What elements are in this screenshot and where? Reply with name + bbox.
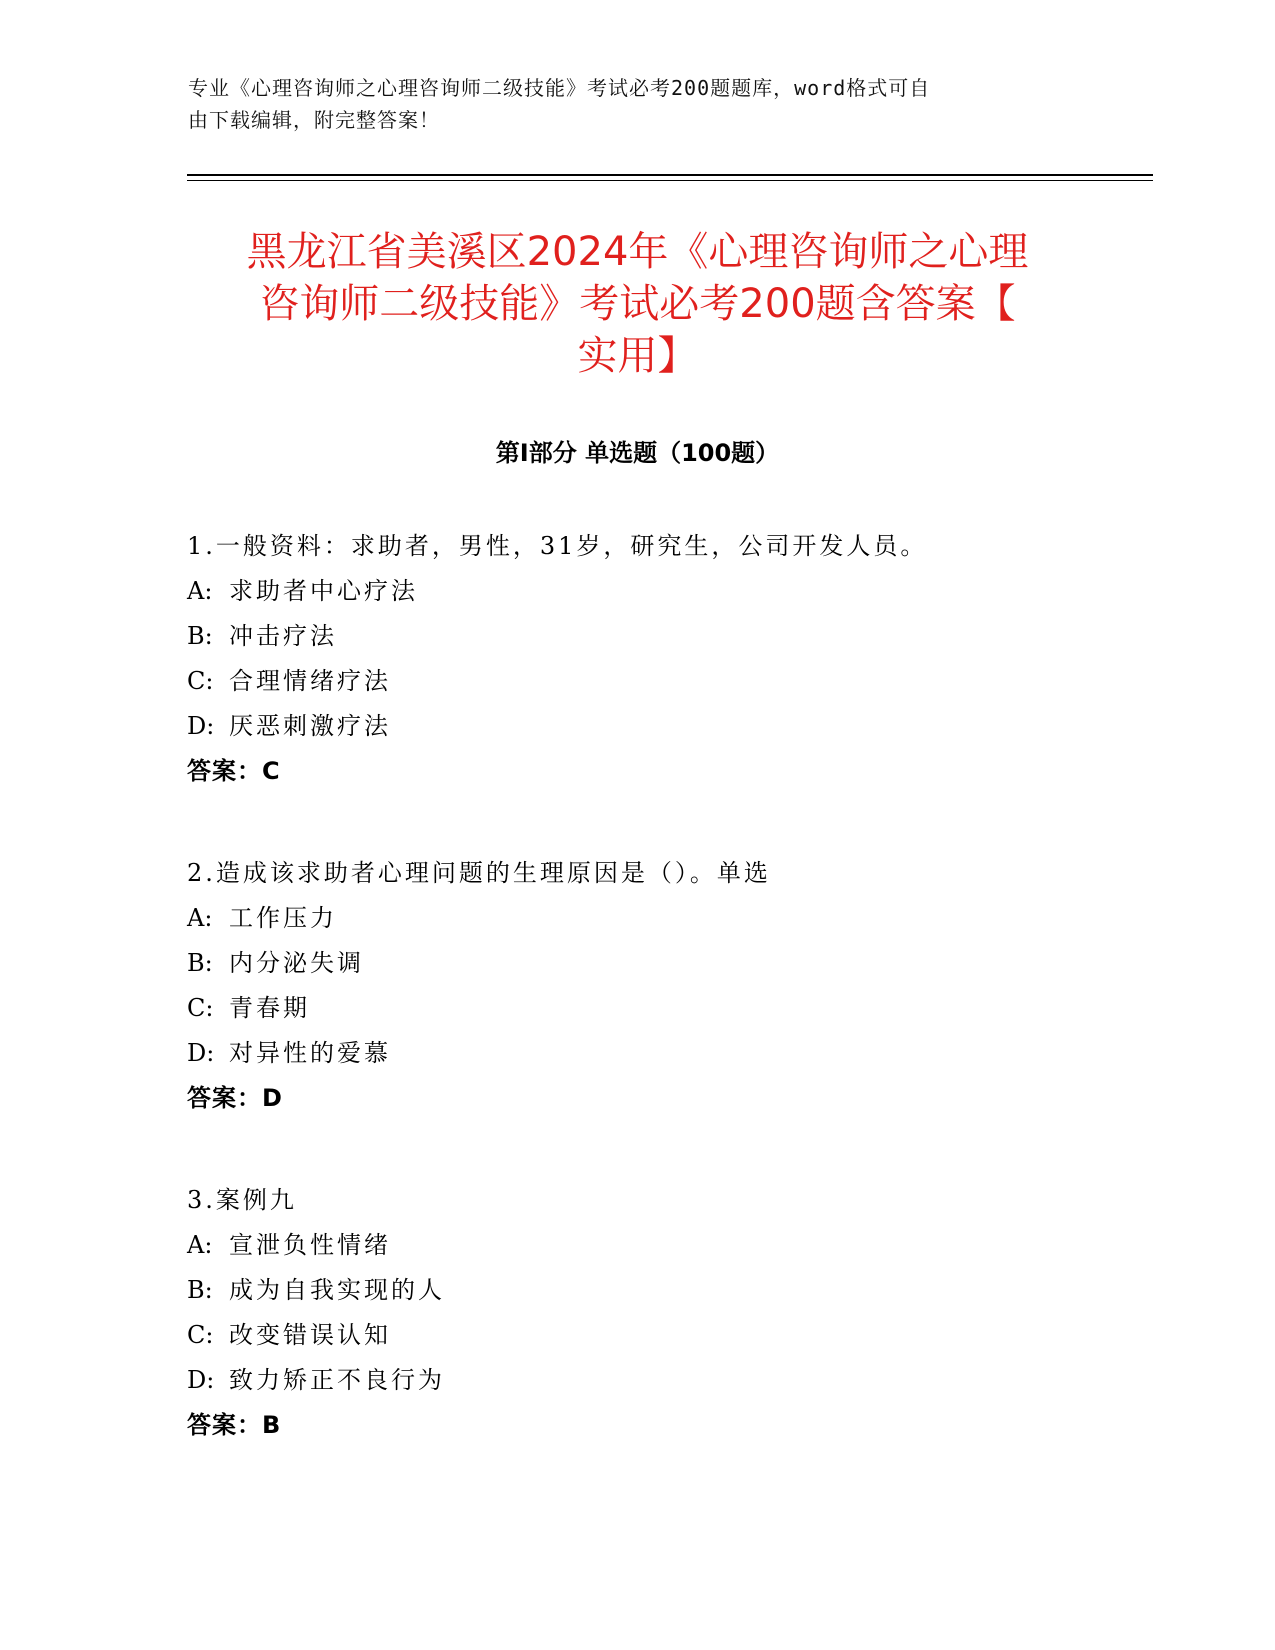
option-b [187, 947, 1137, 979]
header-note-line-2: 由下载编辑，附完整答案！ [188, 108, 440, 132]
question-stem: 3.案例九 [187, 1186, 297, 1214]
option-letter: B: [187, 1276, 213, 1304]
option-text: 对异性的爱慕 [229, 1039, 391, 1067]
question-stem: 1.一般资料：求助者，男性，31岁，研究生，公司开发人员。 [187, 532, 928, 560]
header-note [188, 72, 1068, 136]
header-rule-thick [187, 174, 1153, 176]
option-c [187, 665, 1137, 697]
question-2 [187, 857, 1137, 1114]
question-list [187, 530, 1137, 1511]
option-b [187, 1274, 1137, 1306]
question-3 [187, 1184, 1137, 1441]
question-1 [187, 530, 1137, 787]
option-text: 求助者中心疗法 [229, 577, 418, 605]
option-b [187, 620, 1137, 652]
option-text: 冲击疗法 [229, 622, 337, 650]
option-c [187, 992, 1137, 1024]
option-letter: D: [187, 1039, 215, 1067]
option-letter: A: [187, 904, 213, 932]
option-text: 内分泌失调 [229, 949, 364, 977]
option-text: 宣泄负性情绪 [229, 1231, 391, 1259]
option-text: 致力矫正不良行为 [229, 1366, 445, 1394]
option-text: 成为自我实现的人 [229, 1276, 445, 1304]
option-letter: B: [187, 622, 213, 650]
header-note-line-1: 专业《心理咨询师之心理咨询师二级技能》考试必考200题题库，word格式可自 [188, 76, 931, 100]
option-text: 改变错误认知 [229, 1321, 391, 1349]
option-d [187, 1364, 1137, 1396]
option-text: 青春期 [229, 994, 310, 1022]
option-a [187, 902, 1137, 934]
option-letter: C: [187, 994, 214, 1022]
option-d [187, 710, 1137, 742]
option-d [187, 1037, 1137, 1069]
answer-line: 答案：C [187, 757, 281, 785]
answer-line: 答案：D [187, 1084, 283, 1112]
header-rule-thin [187, 180, 1153, 181]
document-title-line-2: 咨询师二级技能》考试必考200题含答案【 [259, 281, 1016, 327]
option-letter: D: [187, 1366, 215, 1394]
option-a [187, 1229, 1137, 1261]
document-title [170, 226, 1105, 382]
option-text: 厌恶刺激疗法 [229, 712, 391, 740]
answer-line: 答案：B [187, 1411, 282, 1439]
document-title-line-3: 实用】 [577, 333, 698, 379]
option-text: 工作压力 [229, 904, 337, 932]
option-letter: A: [187, 577, 213, 605]
option-text: 合理情绪疗法 [229, 667, 391, 695]
option-letter: C: [187, 667, 214, 695]
option-a [187, 575, 1137, 607]
question-stem: 2.造成该求助者心理问题的生理原因是（）。单选 [187, 859, 771, 887]
document-title-line-1: 黑龙江省美溪区2024年《心理咨询师之心理 [246, 229, 1029, 275]
option-letter: B: [187, 949, 213, 977]
option-c [187, 1319, 1137, 1351]
option-letter: D: [187, 712, 215, 740]
option-letter: A: [187, 1231, 213, 1259]
option-letter: C: [187, 1321, 214, 1349]
section-heading: 第Ⅰ部分 单选题（100题） [495, 439, 780, 467]
